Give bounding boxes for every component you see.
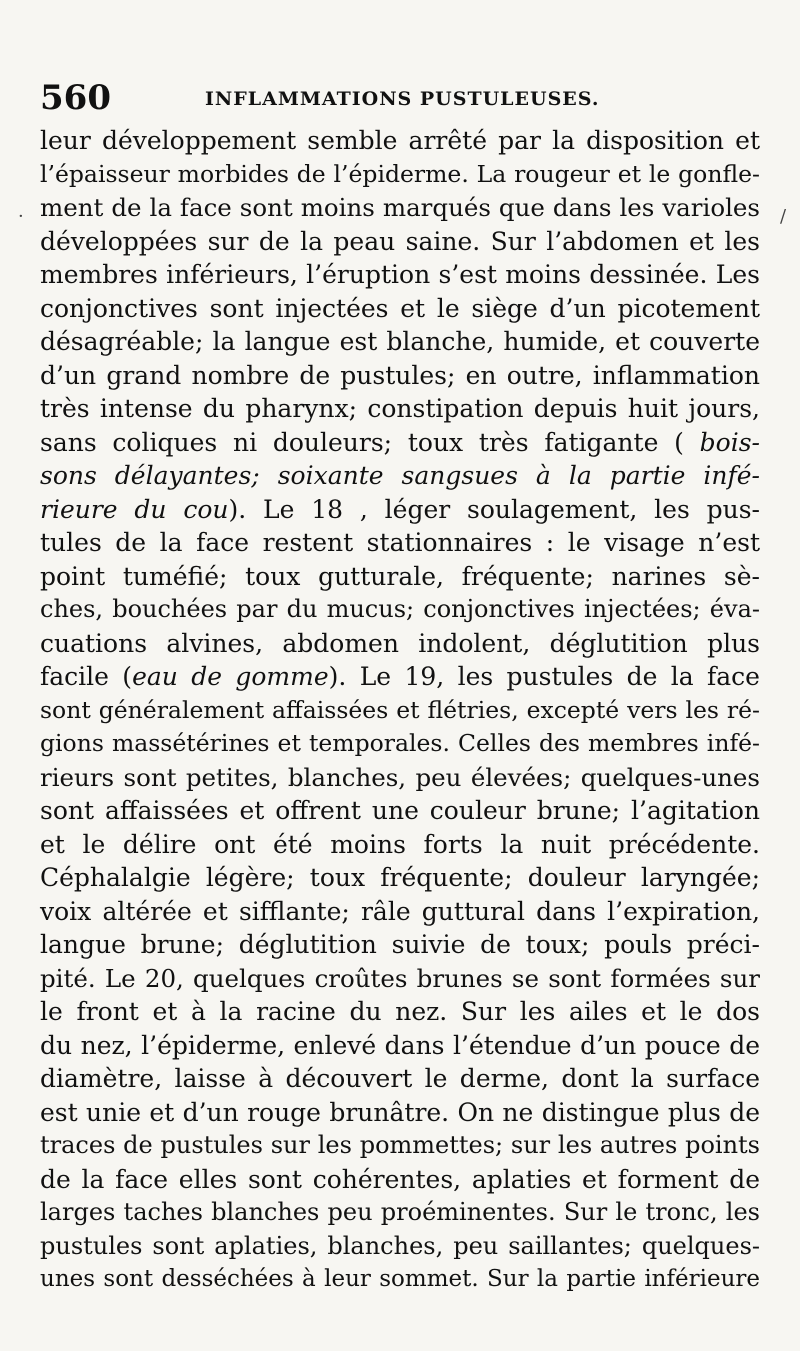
running-title: INFLAMMATIONS PUSTULEUSES. [205, 88, 600, 110]
margin-mark: · [18, 206, 24, 227]
text-line [40, 158, 760, 192]
text-line [40, 895, 760, 929]
text-line [40, 1196, 760, 1230]
page-header [40, 78, 760, 122]
text-segment: sont généralement affaissées et flétries, excepté vers les ré- [40, 695, 760, 724]
text-segment: cuations alvines, abdomen indolent, déglutition plus [40, 628, 760, 658]
text-segment: facile ( [40, 662, 133, 691]
text-segment: membres inférieurs, l’éruption s’est moins dessinée. Les [40, 260, 760, 289]
text-segment: pustules sont aplaties, blanches, peu saillantes; quelques- [40, 1231, 760, 1260]
text-segment: ches, bouchées par du mucus; conjonctives injectées; éva- [40, 595, 760, 623]
text-segment: développées sur de la peau saine. Sur l’abdomen et les [40, 226, 760, 256]
text-segment: d’un grand nombre de pustules; en outre, inflammation [40, 360, 760, 390]
text-segment: unes sont desséchées à leur sommet. Sur la partie inférieure [40, 1266, 760, 1292]
text-segment: larges taches blanches peu proéminentes. Sur le tronc, les [40, 1198, 760, 1226]
text-segment: diamètre, laisse à découvert le derme, dont la surface [40, 1064, 760, 1093]
text-segment: de la face elles sont cohérentes, aplaties et forment de [40, 1164, 760, 1194]
text-segment: est unie et d’un rouge brunâtre. On ne distingue plus de [40, 1097, 760, 1127]
text-segment: pité. Le 20, quelques croûtes brunes se sont formées sur [40, 963, 760, 993]
text-line [40, 1163, 760, 1197]
text-segment: le front et à la racine du nez. Sur les ailes et le dos [40, 997, 760, 1026]
text-segment: Céphalalgie légère; toux fréquente; douleur laryngée; [40, 863, 760, 892]
text-line [40, 1129, 760, 1163]
text-segment: sont affaissées et offrent une couleur brune; l’agitation [40, 796, 760, 825]
page-number: 560 [40, 78, 111, 118]
text-line [40, 392, 760, 426]
text-segment: l’épaisseur morbides de l’épiderme. La rougeur et le gonfle- [40, 159, 760, 188]
text-line [40, 1263, 760, 1297]
text-line [40, 761, 760, 795]
text-segment: sans coliques ni douleurs; toux très fatigante ( [40, 427, 700, 457]
text-segment: tules de la face restent stationnaires : le visage n’est [40, 528, 760, 557]
text-line [40, 1029, 760, 1063]
text-line [40, 191, 760, 225]
text-line [40, 928, 760, 962]
italic-text: rieure du cou [40, 494, 229, 524]
text-segment: ment de la face sont moins marqués que dans les varioles [40, 193, 760, 222]
text-line [40, 258, 760, 292]
text-segment: ). Le 18 , léger soulagement, les pus- [228, 494, 760, 524]
text-segment: voix altérée et sifflante; râle guttural dans l’expiration, [40, 896, 760, 926]
text-line [40, 995, 760, 1029]
text-line [40, 593, 760, 627]
text-line [40, 694, 760, 728]
text-line [40, 124, 760, 158]
text-segment: leur développement semble arrêté par la disposition et [40, 126, 760, 155]
text-line [40, 493, 760, 527]
text-segment: très intense du pharynx; constipation depuis huit jours, [40, 394, 760, 423]
text-line [40, 828, 760, 862]
italic-text: bois- [699, 427, 760, 457]
text-segment: du nez, l’épiderme, enlevé dans l’étendue d’un pouce de [40, 1030, 760, 1060]
text-line [40, 1096, 760, 1130]
text-line [40, 1062, 760, 1096]
text-line [40, 660, 760, 694]
text-segment: gions massétérines et temporales. Celles des membres infé- [40, 729, 760, 757]
text-segment: point tuméfié; toux gutturale, fréquente; narines sè- [40, 561, 760, 591]
text-segment: rieurs sont petites, blanches, peu élevées; quelques-unes [40, 762, 760, 792]
text-line [40, 861, 760, 895]
text-line [40, 962, 760, 996]
text-line [40, 225, 760, 259]
text-segment: désagréable; la langue est blanche, humide, et couverte [40, 327, 760, 356]
text-line [40, 325, 760, 359]
text-line [40, 727, 760, 761]
text-segment: conjonctives sont injectées et le siège d’un picotement [40, 293, 760, 323]
text-segment: et le délire ont été moins forts la nuit précédente. [40, 829, 760, 859]
text-line [40, 794, 760, 828]
text-line [40, 459, 760, 493]
text-line [40, 292, 760, 326]
italic-text: eau de gomme [132, 662, 329, 691]
italic-text: sons délayantes; soixante sangsues à la partie infé- [40, 461, 760, 490]
text-segment: langue brune; déglutition suivie de toux; pouls préci- [40, 930, 760, 959]
margin-mark: / [780, 206, 787, 227]
text-line [40, 560, 760, 594]
text-line [40, 1230, 760, 1264]
text-segment: ). Le 19, les pustules de la face [328, 662, 760, 691]
text-segment: traces de pustules sur les pommettes; sur les autres points [40, 1131, 760, 1159]
text-line [40, 526, 760, 560]
body-text [40, 124, 760, 1297]
text-line [40, 359, 760, 393]
text-line [40, 627, 760, 661]
text-line [40, 426, 760, 460]
